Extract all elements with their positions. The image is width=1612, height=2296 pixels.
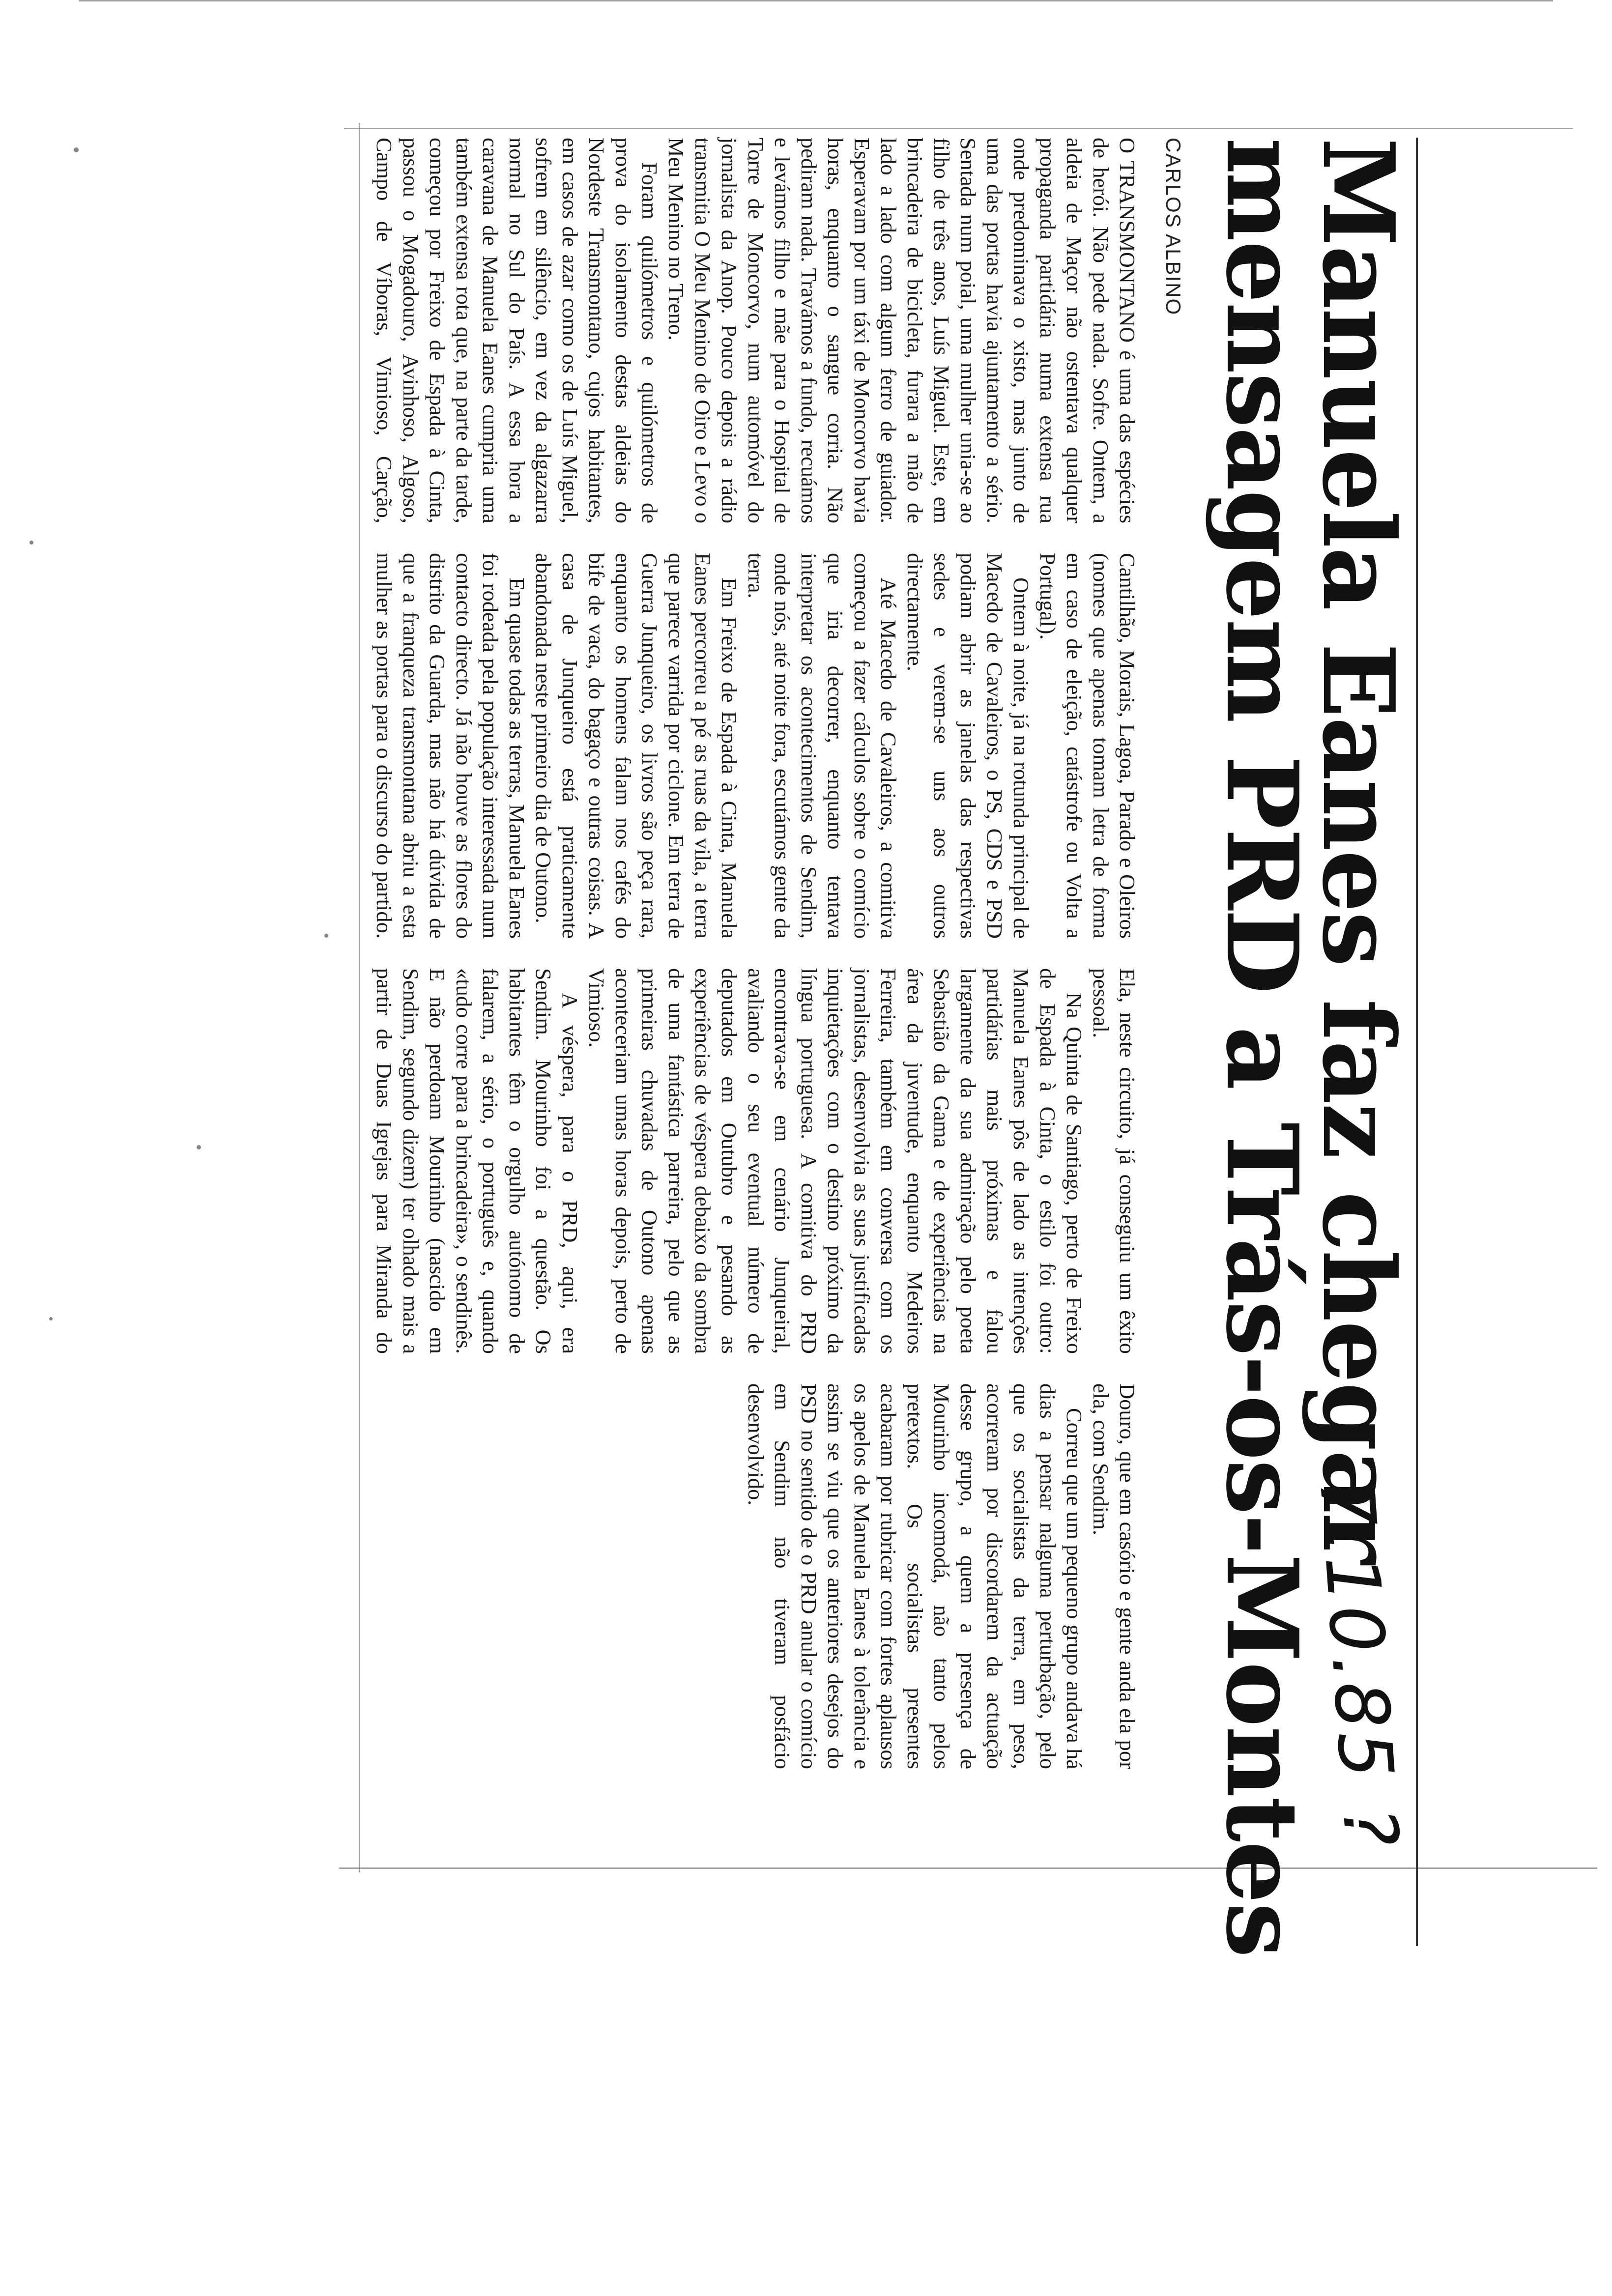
headline-line-2: mensagem PRD a Trás-os-Montes [1204, 138, 1320, 1957]
scan-speck [74, 147, 79, 152]
article-body [364, 138, 1141, 1769]
article-paragraph: Foram quilómetros e quilómetros de prova do isolamento destas aldeias do Nordeste Transmontano, cujos habitantes, em casos de azar como os de Luís Miguel, sofrem em silêncio, em vez da algazarra normal no Sul do País. A essa hora a caravana de Manuela Eanes cumpria uma também extensa rota que, na parte da tarde, começou por Freixo de Espada à Cinta, passou o Mogadouro, Avinhoso, Algoso, Campo de Víboras, Vimioso, Carção, Cantilhão, Morais, Lagoa, Parado e Oleiros (nomes que apenas tomam letra de forma em caso de eleição, catástrofe ou Volta a Portugal). [372, 138, 1140, 939]
scan-edge-line-top [79, 0, 1553, 1]
scan-speck [49, 1317, 53, 1320]
newspaper-clipping [332, 138, 1418, 1957]
scan-edge-line-top-2 [344, 128, 1573, 129]
article-paragraph: A véspera, para o PRD, aqui, era Sendim. Mourinho foi a questão. Os habitantes têm o orgulho autónomo de falarem, a sério, o português e, quando «tudo corre para a brincadeira», o sendinês. E não perdoam Mourinho (nascido em Sendim, segundo dizem) ter olhado mais a partir de Duas Igrejas para Miranda do Douro, que em casório e gente anda ela por ela, com Sendim. [372, 968, 1140, 1769]
scan-speck [29, 541, 33, 545]
headline-line-1: Manuela Eanes faz chegar [1300, 138, 1416, 1564]
article-paragraph: O TRANSMONTANO é uma das espécies de herói. Não pede nada. Sofre. Ontem, a aldeia de Maçor não ostentava qualquer propaganda partidária numa extensa rua onde predominava o xisto, mas junto de uma das portas havia ajuntamento a sério. Sentada num poial, uma mulher unia-se ao filho de três anos, Luís Miguel. Este, em brincadeira de bicicleta, furara a mão de lado a lado com algum ferro de guiador. Esperavam por um táxi de Moncorvo havia horas, enquanto o sangue corria. Não pediram nada. Travámos a fundo, recuámos e levámos filho e mãe para o Hospital de Torre de Moncorvo, num automóvel do jornalista da Anop. Pouco depois a rádio transmitia O Meu Menino de Oiro e Levo o Meu Menino no Treno. [664, 138, 1140, 523]
scan-speck [197, 1145, 201, 1149]
article-paragraph: Ontem à noite, já na rotunda principal de Macedo de Cavaleiros, o PS, CDS e PSD podiam abrir as janelas das respectivas sedes e verem-se uns aos outros directamente. [903, 553, 1034, 939]
scan-speck [324, 934, 328, 938]
article-paragraph: Em quase todas as terras, Manuela Eanes foi rodeada pela população interessada num contacto directo. Já não houve as flores do distrito da Guarda, mas não há dúvida de que a franqueza transmontana abriu a esta mulher as portas para o discurso do partido. Ela, neste circuito, já conseguiu um êxito pessoal. [372, 553, 1140, 1354]
handwritten-date-note: 7.10.85 ? [1302, 1476, 1414, 1852]
article-paragraph: Correu que um pequeno grupo andava há dias a pensar nalguma perturbação, pelo que os socialistas da terra, em peso, acorreram por discordarem da actuação desse grupo, a quem a presença de Mourinho incomodá, não tanto pelos pretextos. Os socialistas presentes acabaram por rubricar com fortes aplausos os apelos de Manuela Eanes à tolerância e assim se viu que os anteriores desejos do PSD no sentido de o PRD anular o comício em Sendim não tiveram posfácio desenvolvido. [744, 1383, 1087, 1769]
article-paragraph: Na Quinta de Santiago, perto de Freixo de Espada à Cinta, o estilo foi outro: Manuela Eanes pôs de lado as intenções partidárias mais próximas e falou largamente da sua admiração pelo poeta Sebastião da Gama e de experiências na área da juventude, enquanto Medeiros Ferreira, também em conversa com os jornalistas, desenvolvia as suas justificadas inquietações com o destino próximo da língua portuguesa. A comitiva do PRD encontrava-se em cenário Junqueiral, avaliando o seu eventual número de deputados em Outubro e pesando as experiências de véspera debaixo da sombra de uma fantástica parreira, pelo que as primeiras chuvadas de Outono apenas aconteceriam umas horas depois, perto de Vimioso. [584, 968, 1087, 1354]
clipping-body [332, 138, 1418, 1957]
byline: CARLOS ALBINO [1162, 138, 1185, 316]
article-paragraph: Em Freixo de Espada à Cinta, Manuela Eanes percorreu a pé as ruas da vila, a terra que parece varrida por ciclone. Em terra de Guerra Junqueiro, os livros são peça rara, enquanto os homens falam nos cafés do bife de vaca, do bagaço e outras coisas. A casa de Junqueiro está praticamente abandonada neste primeiro dia de Outono. [531, 553, 742, 939]
article-paragraph: Até Macedo de Cavaleiros, a comitiva começou a fazer cálculos sobre o comício que iria decorrer, enquanto tentava interpretar os acontecimentos de Sendim, onde nós, até noite fora, escutámos gente da terra. [744, 553, 901, 939]
